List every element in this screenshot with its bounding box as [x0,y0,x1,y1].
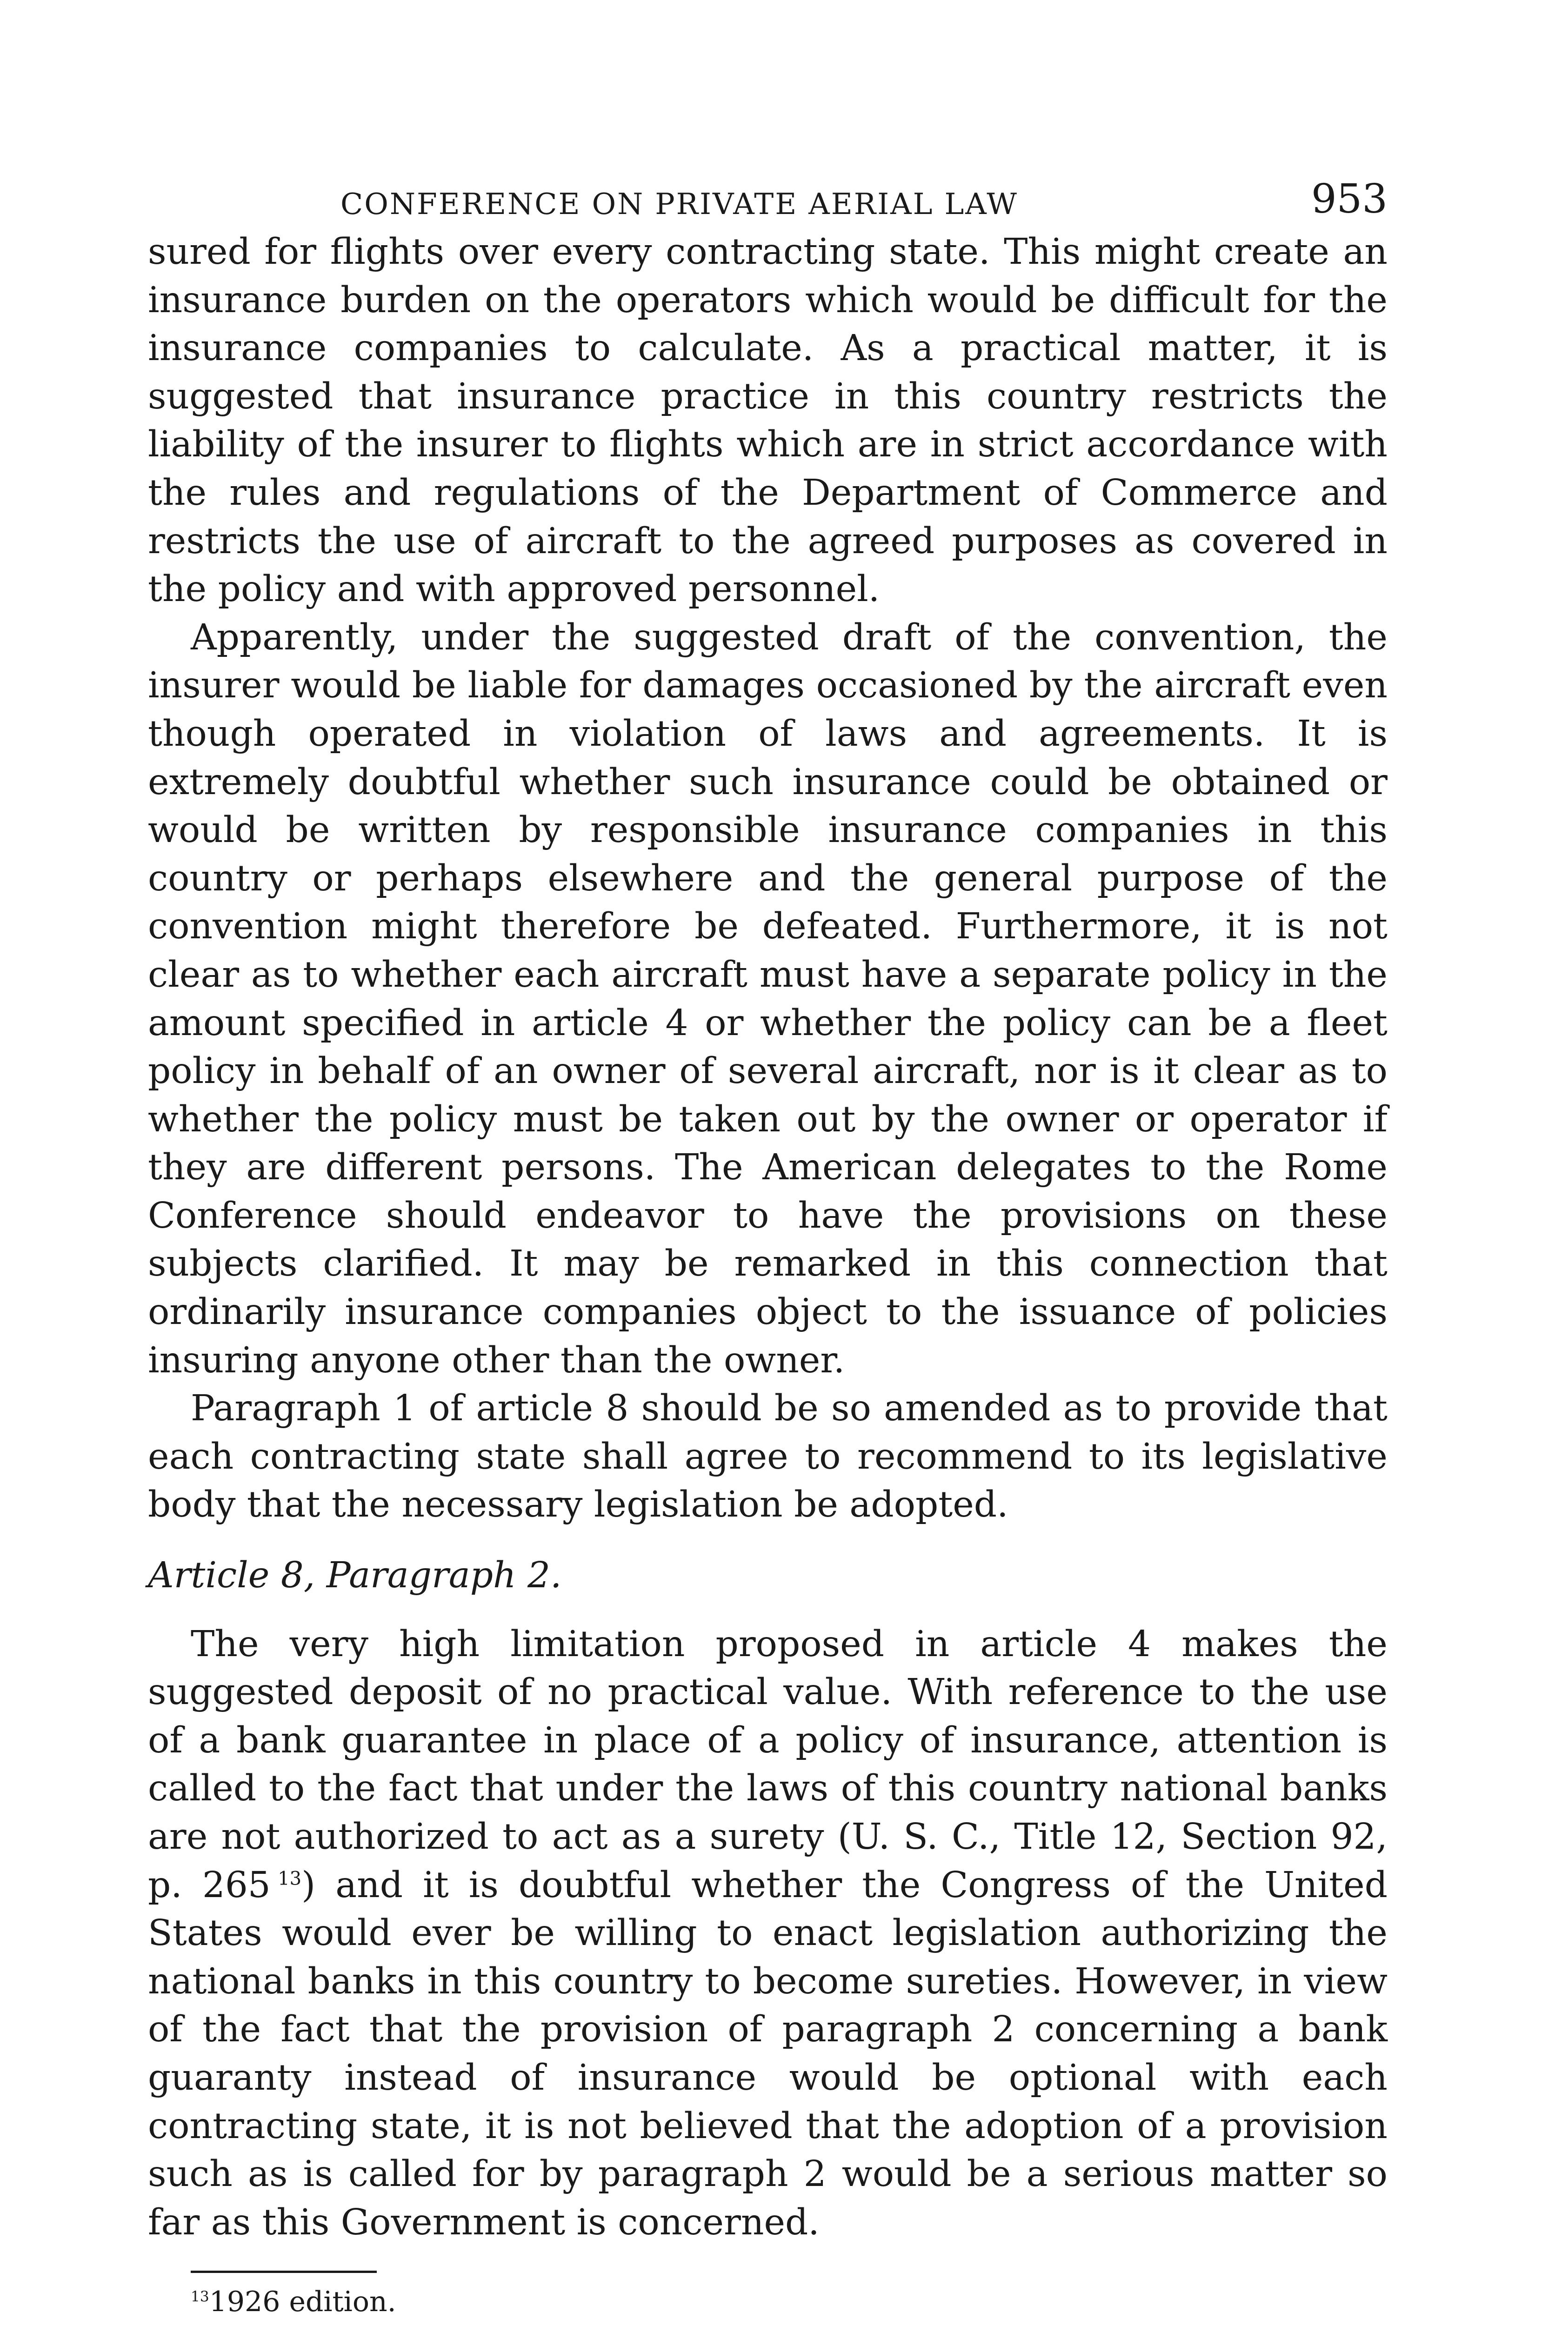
section-heading: Article 8, Paragraph 2. [148,1555,562,1597]
footnote-divider [191,2271,377,2273]
page-header [148,172,1388,228]
footnote-text: 1926 edition. [209,2286,396,2319]
running-title: CONFERENCE ON PRIVATE AERIAL LAW [340,187,1018,221]
paragraph-3: Paragraph 1 of article 8 should be so amended as to provide that each contracting state shall agree to recommend to its legislative body that the necessary legislation be adopted. [148,1388,1388,1526]
paragraph-1: sured for flights over every contracting state. This might create an insurance burden on the operators which would be difficult for the insurance companies to calculate. As a practical matter, it is suggested that insurance practice in this country restricts the liability of the insurer to flights which are in strict accordance with the rules and regulations of the Department of Commerce and restricts the use of aircraft to the agreed purposes as covered in the policy and with approved personnel. [148,231,1388,610]
footnote [191,2283,1388,2320]
paragraph-4-part-1: The very high limitation proposed in article 4 makes the suggested deposit of no practical value. With reference to the use of a bank guarantee in place of a policy of insurance, attention is called to the fact that under the laws of this country national banks are not authorized to act as a surety (U. S. C., Title 12, Section 92, p. 265 [148,1623,1388,1906]
page-number: 953 [1311,176,1388,222]
paragraph-4 [148,1620,1388,2247]
footnote-marker: 13 [191,2288,209,2306]
paragraph-2: Apparently, under the suggested draft of the convention, the insurer would be liable for damages occasioned by the aircraft even though operated in violation of laws and agreements. It is extremely doubtful whether such insurance could be obtained or would be written by responsible insurance companies in this country or perhaps elsewhere and the general purpose of the convention might therefore be defeated. Furthermore, it is not clear as to whether each aircraft must have a separate policy in the amount specified in article 4 or whether the policy can be a fleet policy in behalf of an owner of several aircraft, nor is it clear as to whether the policy must be taken out by the owner or operator if they are different persons. The American delegates to the Rome Conference should endeavor to have the provisions on these subjects clarified. It may be remarked in this connection that ordinarily insurance companies object to the issuance of policies insuring anyone other than the owner. [148,616,1388,1381]
paragraph-4-part-2: ) and it is doubtful whether the Congress of the United States would ever be willing to enact legislation authorizing the national banks in this country to become sureties. However, in view of the fact that the provision of paragraph 2 concerning a bank guaranty instead of insurance would be optional with each contracting state, it is not believed that the adoption of a provision such as is called for by paragraph 2 would be a serious matter so far as this Government is concerned. [148,1864,1388,2243]
page [148,172,1388,2320]
body-text [148,228,1388,2246]
footnote-reference: 13 [278,1867,302,1889]
